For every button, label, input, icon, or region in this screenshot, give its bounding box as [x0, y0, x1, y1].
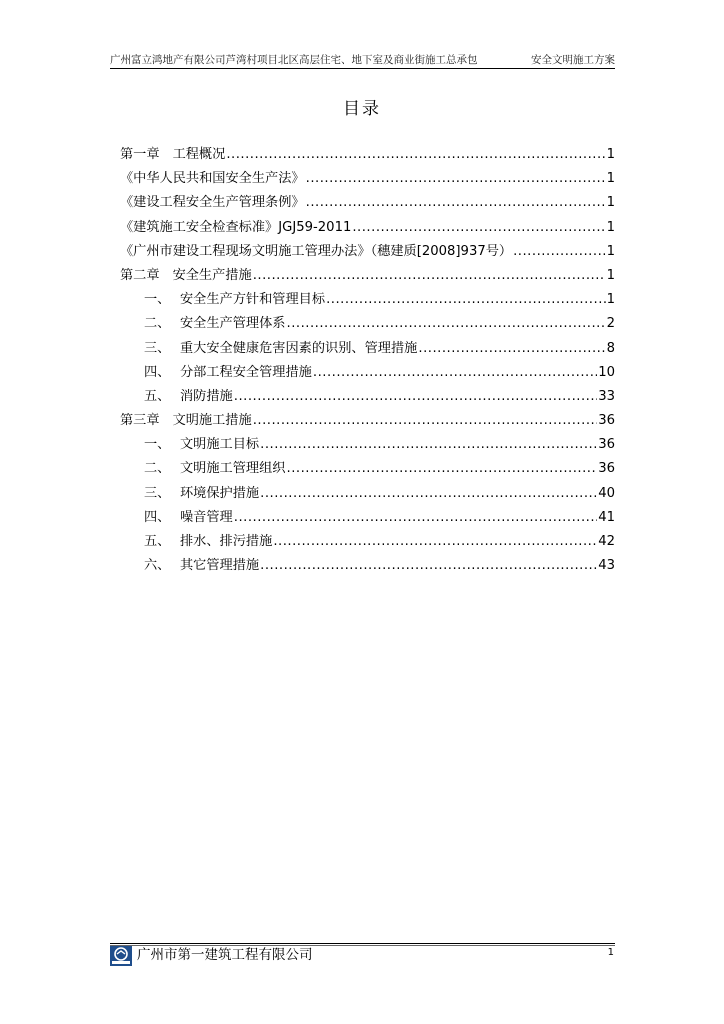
toc-entry-page: 40 — [598, 485, 615, 501]
toc-entry[interactable] — [120, 482, 615, 506]
toc-entry-text: 消防措施 — [180, 388, 233, 404]
toc-entry-text: 安全生产方针和管理目标 — [180, 292, 326, 308]
toc-entry[interactable] — [120, 312, 615, 336]
toc-entry[interactable] — [120, 554, 615, 578]
toc-entry-text: 安全生产管理体系 — [180, 316, 286, 332]
toc-entry-number: 二、 — [144, 461, 171, 477]
toc-entry[interactable] — [120, 457, 615, 481]
toc-entry-page: 1 — [606, 243, 615, 259]
toc-entry[interactable] — [120, 240, 615, 264]
toc-entry-page: 42 — [598, 534, 615, 549]
toc-entry-label — [144, 361, 312, 385]
toc-leader-dots — [253, 264, 606, 288]
toc-entry[interactable] — [120, 337, 615, 361]
page-title: 目录 — [343, 99, 381, 119]
toc-leader-dots — [306, 167, 606, 191]
toc-entry-label — [144, 554, 259, 578]
toc-entry-text: 《广州市建设工程现场文明施工管理办法》（穗建质[2008]937号） — [120, 243, 513, 259]
toc-entry-number: 四、 — [144, 364, 171, 380]
toc-leader-dots — [418, 337, 605, 361]
toc-entry-page: 43 — [598, 558, 615, 574]
toc-entry-label — [144, 337, 417, 361]
toc-entry-number: 第三章 — [120, 413, 160, 429]
toc-leader-dots — [313, 361, 597, 385]
toc-entry-text: 文明施工目标 — [180, 437, 260, 453]
toc-entry-text: 排水、排污措施 — [180, 534, 273, 549]
toc-entry-text: 《中华人民共和国安全生产法》 — [120, 171, 305, 187]
toc-entry-label — [120, 409, 252, 433]
toc-entry-text: 其它管理措施 — [180, 558, 260, 574]
toc-entry-page: 36 — [598, 461, 615, 477]
toc-leader-dots — [287, 312, 606, 336]
toc-entry-number: 三、 — [144, 485, 171, 501]
toc-entry[interactable] — [120, 361, 615, 385]
company-logo-icon — [110, 946, 132, 966]
toc-entry-page: 1 — [606, 171, 615, 187]
toc-entry-number: 二、 — [144, 316, 171, 332]
toc-entry-label — [144, 288, 325, 312]
toc-entry-page: 36 — [598, 413, 615, 429]
toc-leader-dots — [513, 240, 606, 264]
toc-entry-page: 33 — [598, 388, 615, 404]
table-of-contents — [120, 143, 615, 578]
toc-entry-label — [120, 240, 512, 264]
toc-entry-number: 五、 — [144, 534, 171, 549]
toc-entry[interactable] — [120, 216, 615, 240]
toc-entry[interactable] — [120, 288, 615, 312]
toc-entry[interactable] — [120, 143, 615, 167]
toc-leader-dots — [352, 216, 605, 240]
toc-entry-label — [144, 433, 259, 457]
toc-entry[interactable] — [120, 433, 615, 457]
toc-leader-dots — [273, 530, 597, 554]
toc-entry-text: 文明施工管理组织 — [180, 461, 286, 477]
toc-leader-dots — [260, 482, 597, 506]
toc-leader-dots — [234, 506, 597, 530]
toc-entry[interactable] — [120, 264, 615, 288]
toc-entry-label — [144, 506, 233, 530]
toc-leader-dots — [306, 191, 606, 215]
toc-leader-dots — [226, 143, 605, 167]
toc-entry-page: 1 — [606, 219, 615, 235]
toc-entry-label — [144, 385, 233, 409]
toc-entry[interactable] — [120, 530, 615, 554]
toc-entry[interactable] — [120, 167, 615, 191]
toc-entry-number: 第一章 — [120, 147, 160, 162]
toc-entry-number: 四、 — [144, 509, 171, 525]
toc-leader-dots — [234, 385, 597, 409]
toc-entry-number: 三、 — [144, 340, 171, 356]
toc-entry-label — [120, 216, 351, 240]
toc-entry-label — [144, 530, 272, 554]
toc-entry-label — [120, 167, 305, 191]
page-header — [110, 53, 615, 67]
toc-entry[interactable] — [120, 385, 615, 409]
toc-entry[interactable] — [120, 191, 615, 215]
toc-entry-text: 《建设工程安全生产管理条例》 — [120, 195, 305, 211]
toc-entry-text: 安全生产措施 — [172, 267, 252, 283]
toc-entry-page: 1 — [606, 147, 615, 162]
toc-entry-label — [144, 457, 286, 481]
toc-entry-label — [144, 312, 286, 336]
toc-leader-dots — [287, 457, 598, 481]
toc-entry-page: 2 — [606, 316, 615, 332]
toc-entry-text: 工程概况 — [172, 147, 226, 162]
toc-entry-page: 36 — [598, 437, 615, 453]
toc-entry[interactable] — [120, 409, 615, 433]
toc-entry-number: 五、 — [144, 388, 171, 404]
toc-entry-page: 10 — [598, 364, 615, 380]
toc-entry-label — [120, 191, 305, 215]
toc-leader-dots — [326, 288, 606, 312]
toc-leader-dots — [253, 409, 598, 433]
header-rule — [110, 68, 615, 69]
toc-entry-number: 第二章 — [120, 267, 160, 283]
toc-entry-text: 环境保护措施 — [180, 485, 260, 501]
toc-entry-page: 41 — [598, 509, 615, 525]
toc-entry-page: 1 — [606, 292, 615, 308]
toc-entry-number: 一、 — [144, 292, 171, 308]
toc-entry-page: 1 — [606, 195, 615, 211]
toc-entry-text: 分部工程安全管理措施 — [180, 364, 312, 380]
header-project: 广州富立鸿地产有限公司芦湾村项目北区高层住宅、地下室及商业街施工总承包 — [110, 54, 478, 66]
toc-entry-page: 8 — [606, 340, 615, 356]
toc-entry-number: 六、 — [144, 558, 171, 574]
toc-leader-dots — [260, 433, 597, 457]
toc-entry-label — [120, 143, 225, 167]
footer-rule — [110, 943, 615, 944]
toc-entry-page: 1 — [606, 267, 615, 283]
toc-entry-label — [144, 482, 259, 506]
toc-entry-text: 《建筑施工安全检查标准》JGJ59-2011 — [120, 219, 352, 235]
toc-entry-number: 一、 — [144, 437, 171, 453]
toc-entry-text: 重大安全健康危害因素的识别、管理措施 — [180, 340, 418, 356]
toc-entry[interactable] — [120, 506, 615, 530]
toc-entry-text: 噪音管理 — [180, 509, 233, 525]
header-doc-title: 安全文明施工方案 — [531, 54, 615, 66]
toc-entry-text: 文明施工措施 — [172, 413, 252, 429]
page-number: 1 — [607, 947, 614, 958]
footer-company: 广州市第一建筑工程有限公司 — [137, 947, 313, 963]
toc-entry-label — [120, 264, 252, 288]
toc-leader-dots — [260, 554, 597, 578]
